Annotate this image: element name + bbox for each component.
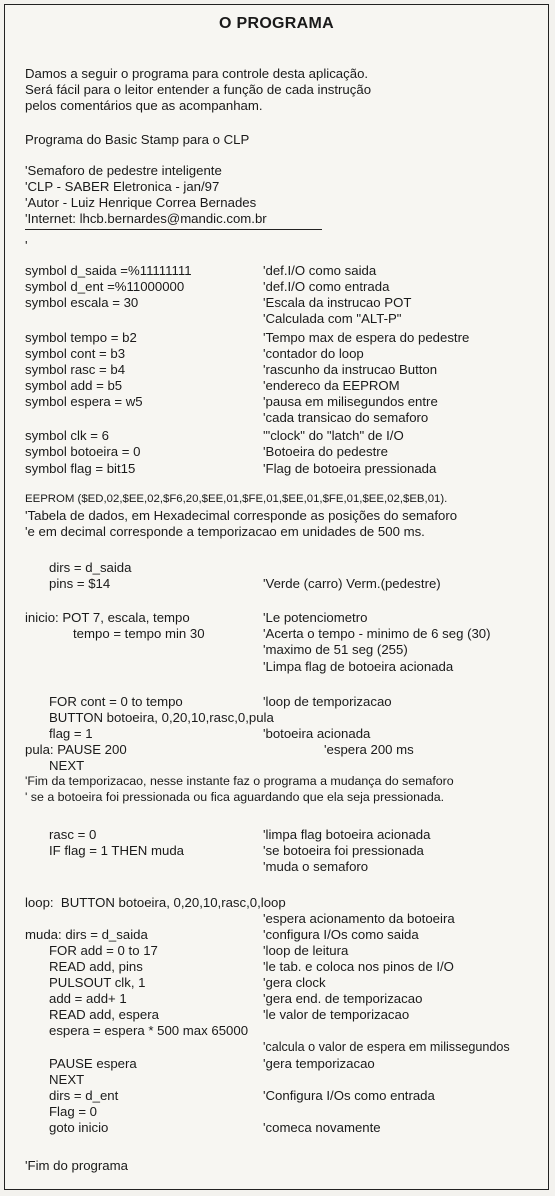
symbol-code: symbol d_ent =%11000000 bbox=[25, 279, 185, 294]
code-comment: 'gera end. de temporizacao bbox=[263, 991, 423, 1006]
code-comment: 'limpa flag botoeira acionada bbox=[263, 827, 431, 842]
code-comment: 'espera acionamento da botoeira bbox=[263, 911, 455, 926]
code-comment: 'Configura I/Os como entrada bbox=[263, 1088, 435, 1103]
code-line: pula: PAUSE 200 bbox=[25, 742, 127, 757]
intro-line: Será fácil para o leitor entender a função de cada instrução bbox=[25, 82, 372, 97]
symbol-code: symbol d_saida =%11111111 bbox=[25, 263, 192, 278]
code-comment: 'gera clock bbox=[263, 975, 326, 990]
symbol-comment: '"clock" do "latch" de I/O bbox=[263, 428, 404, 443]
symbol-code: symbol add = b5 bbox=[25, 378, 123, 393]
symbol-code: symbol clk = 6 bbox=[25, 428, 109, 443]
symbol-comment: 'Tempo max de espera do pedestre bbox=[263, 330, 470, 345]
symbol-comment: 'pausa em milisegundos entre bbox=[263, 394, 438, 409]
program-listing-frame bbox=[4, 4, 549, 1190]
code-comment: 'se botoeira foi pressionada bbox=[263, 843, 424, 858]
symbol-code: symbol rasc = b4 bbox=[25, 362, 126, 377]
header-comment: 'Autor - Luiz Henrique Correa Bernades bbox=[25, 195, 257, 210]
intro-line: pelos comentários que as acompanham. bbox=[25, 98, 263, 113]
program-label: Programa do Basic Stamp para o CLP bbox=[25, 132, 250, 147]
symbol-code: symbol tempo = b2 bbox=[25, 330, 137, 345]
header-comment: 'Semaforo de pedestre inteligente bbox=[25, 163, 222, 178]
eeprom-comment: 'e em decimal corresponde a temporizacao em unidades de 500 ms. bbox=[25, 524, 425, 539]
code-line: Flag = 0 bbox=[49, 1104, 98, 1119]
code-line: READ add, espera bbox=[49, 1007, 159, 1022]
code-comment: 'muda o semaforo bbox=[263, 859, 369, 874]
code-comment: 'le valor de temporizacao bbox=[263, 1007, 410, 1022]
code-line: IF flag = 1 THEN muda bbox=[49, 843, 184, 858]
code-line: muda: dirs = d_saida bbox=[25, 927, 148, 942]
code-comment: 'Verde (carro) Verm.(pedestre) bbox=[263, 576, 441, 591]
symbol-code: symbol botoeira = 0 bbox=[25, 444, 141, 459]
symbol-comment: 'endereco da EEPROM bbox=[263, 378, 400, 393]
intro-line: Damos a seguir o programa para controle desta aplicação. bbox=[25, 66, 369, 81]
code-comment: 'gera temporizacao bbox=[263, 1056, 375, 1071]
symbol-comment: 'rascunho da instrucao Button bbox=[263, 362, 438, 377]
symbol-comment: 'def.I/O como entrada bbox=[263, 279, 390, 294]
code-comment: 'configura I/Os como saida bbox=[263, 927, 419, 942]
symbol-comment: 'contador do loop bbox=[263, 346, 364, 361]
symbol-comment: 'cada transicao do semaforo bbox=[263, 410, 429, 425]
code-line: add = add+ 1 bbox=[49, 991, 127, 1006]
code-line: pins = $14 bbox=[49, 576, 111, 591]
code-line: FOR cont = 0 to tempo bbox=[49, 694, 183, 709]
eeprom-comment: 'Tabela de dados, em Hexadecimal corresponde as posições do semaforo bbox=[25, 508, 458, 523]
code-comment: 'le tab. e coloca nos pinos de I/O bbox=[263, 959, 454, 974]
symbol-comment: 'Calculada com "ALT-P" bbox=[263, 311, 402, 326]
code-comment: 'calcula o valor de espera em milissegundos bbox=[263, 1040, 510, 1054]
note-line: 'Fim da temporizacao, nesse instante faz o programa a mudança do semaforo bbox=[25, 774, 454, 788]
symbol-code: symbol espera = w5 bbox=[25, 394, 143, 409]
code-line: NEXT bbox=[49, 1072, 85, 1087]
code-line: dirs = d_saida bbox=[49, 560, 132, 575]
end-comment: 'Fim do programa bbox=[25, 1158, 128, 1173]
code-line: PULSOUT clk, 1 bbox=[49, 975, 146, 990]
code-comment: 'botoeira acionada bbox=[263, 726, 371, 741]
symbol-code: symbol cont = b3 bbox=[25, 346, 126, 361]
code-comment: 'Limpa flag de botoeira acionada bbox=[263, 659, 454, 674]
code-comment: 'espera 200 ms bbox=[324, 742, 414, 757]
symbol-comment: 'def.I/O como saida bbox=[263, 263, 377, 278]
header-comment: 'CLP - SABER Eletronica - jan/97 bbox=[25, 179, 220, 194]
code-line: flag = 1 bbox=[49, 726, 93, 741]
code-comment: 'Le potenciometro bbox=[263, 610, 368, 625]
code-line: BUTTON botoeira, 0,20,10,rasc,0,pula bbox=[49, 710, 274, 725]
code-comment: 'loop de temporizacao bbox=[263, 694, 392, 709]
note-line: ' se a botoeira foi pressionada ou fica aguardando que ela seja pressionada. bbox=[25, 790, 445, 804]
code-line: espera = espera * 500 max 65000 bbox=[49, 1023, 249, 1038]
header-comment: 'Internet: lhcb.bernardes@mandic.com.br bbox=[25, 211, 267, 226]
symbol-comment: 'Escala da instrucao POT bbox=[263, 295, 412, 310]
code-line: loop: BUTTON botoeira, 0,20,10,rasc,0,loop bbox=[25, 895, 286, 910]
code-comment: 'comeca novamente bbox=[263, 1120, 381, 1135]
code-comment: 'maximo de 51 seg (255) bbox=[263, 642, 408, 657]
code-line: inicio: POT 7, escala, tempo bbox=[25, 610, 190, 625]
page-title: O PROGRAMA bbox=[219, 15, 334, 32]
code-line: tempo = tempo min 30 bbox=[73, 626, 205, 641]
code-line: READ add, pins bbox=[49, 959, 143, 974]
code-line: NEXT bbox=[49, 758, 85, 773]
code-line: FOR add = 0 to 17 bbox=[49, 943, 158, 958]
header-divider bbox=[25, 229, 322, 230]
code-comment: 'Acerta o tempo - minimo de 6 seg (30) bbox=[263, 626, 491, 641]
code-line: PAUSE espera bbox=[49, 1056, 137, 1071]
symbol-code: symbol flag = bit15 bbox=[25, 461, 136, 476]
code-line: rasc = 0 bbox=[49, 827, 97, 842]
code-line: goto inicio bbox=[49, 1120, 109, 1135]
eeprom-line: EEPROM ($ED,02,$EE,02,$F6,20,$EE,01,$FE,01,$EE,01,$FE,01,$EE,02,$EB,01). bbox=[25, 493, 448, 505]
symbol-comment: 'Botoeira do pedestre bbox=[263, 444, 388, 459]
symbol-code: symbol escala = 30 bbox=[25, 295, 139, 310]
code-line: dirs = d_ent bbox=[49, 1088, 119, 1103]
header-comment: ' bbox=[25, 238, 28, 253]
code-comment: 'loop de leitura bbox=[263, 943, 349, 958]
symbol-comment: 'Flag de botoeira pressionada bbox=[263, 461, 437, 476]
